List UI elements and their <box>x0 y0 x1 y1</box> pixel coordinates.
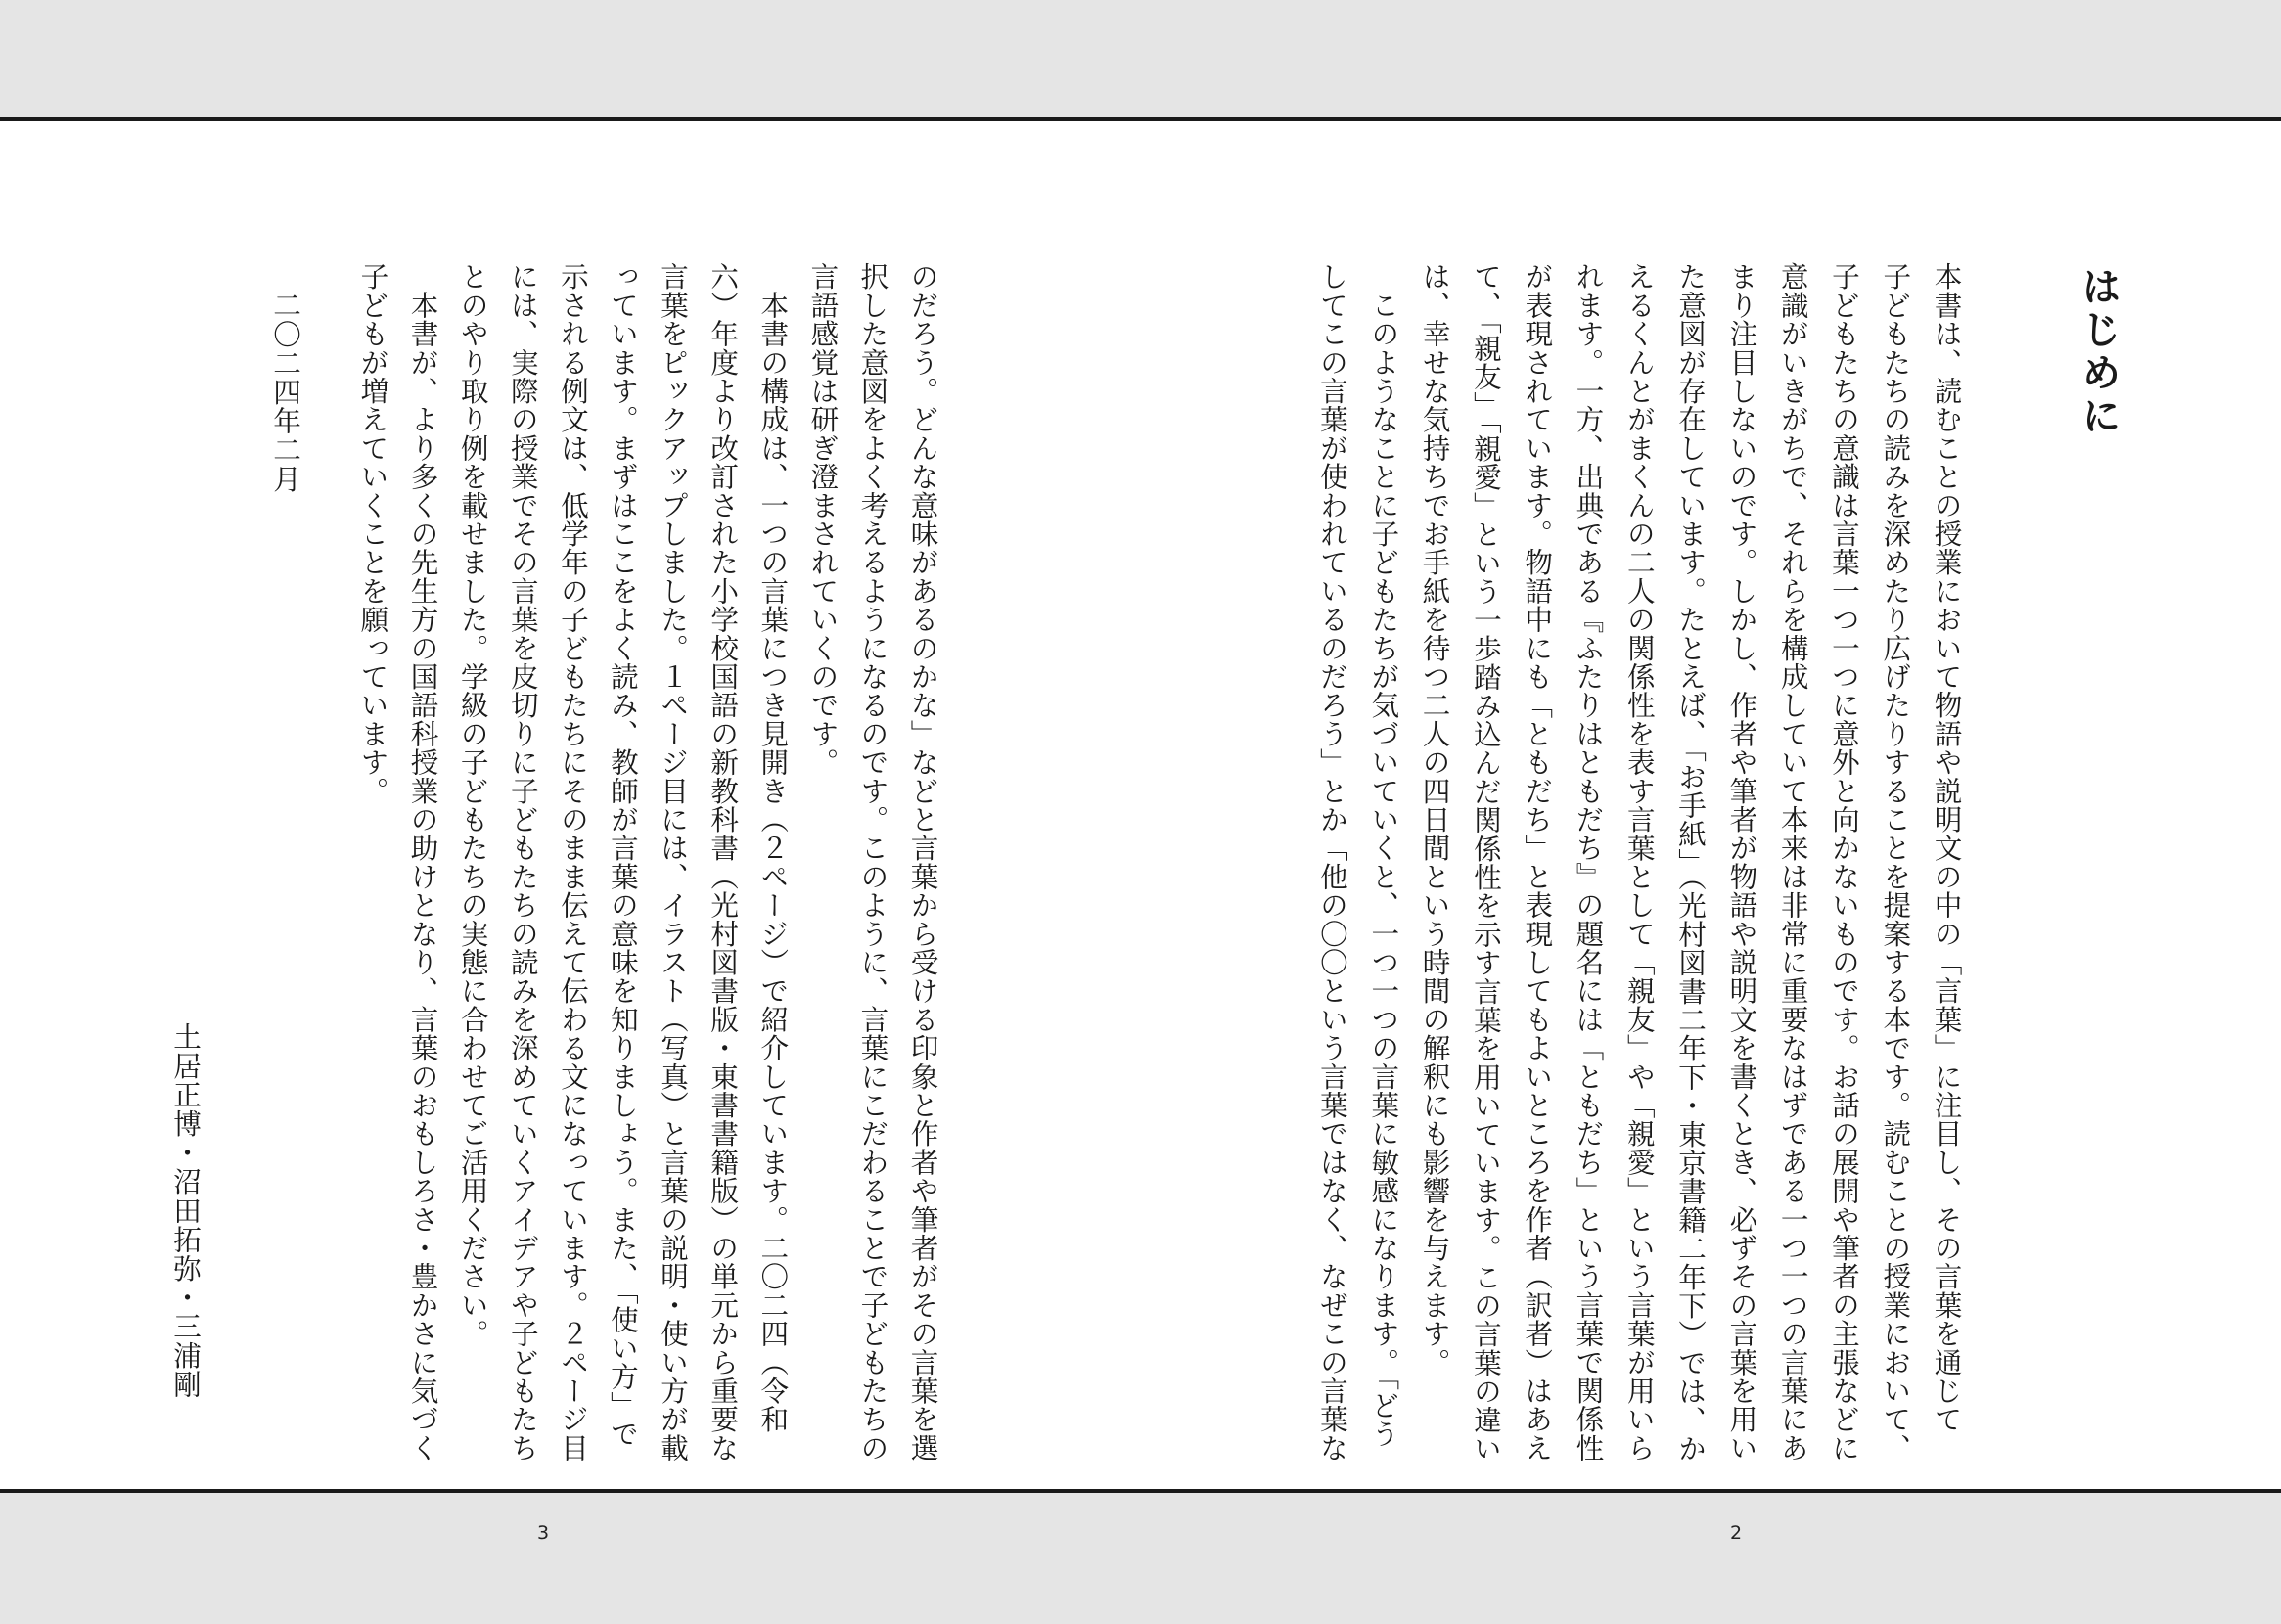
right-page-line: してこの言葉が使われているのだろう」とか「他の〇〇という言葉ではなく、なぜこの言葉な <box>1315 262 1349 1463</box>
left-page-line: 示される例文は、低学年の子どもたちにそのまま伝えて伝わる文になっています。２ページ目 <box>556 262 590 1463</box>
left-page-line: っています。まずはここをよく読み、教師が言葉の意味を知りましょう。また、「使い方」で <box>606 262 640 1449</box>
left-page-line: 六）年度より改訂された小学校国語の新教科書（光村図書版・東書書籍版）の単元から重要な <box>707 262 741 1463</box>
right-page-line: えるくんとがまくんの二人の関係性を表す言葉として「親友」や「親愛」という言葉が用いら <box>1622 262 1657 1463</box>
bottom-margin <box>0 1493 2281 1624</box>
page-number-right: 2 <box>1730 1522 1743 1544</box>
right-page-line: 本書は、読むことの授業において物語や説明文の中の「言葉」に注目し、その言葉を通じて <box>1930 262 1964 1434</box>
left-page-line: 本書の構成は、一つの言葉につき見開き（２ページ）で紹介しています。二〇二四（令和 <box>756 262 791 1434</box>
right-page-line: 子どもたちの意識は言葉一つ一つに意外と向かないものです。お話の展開や筆者の主張などに <box>1827 262 1861 1463</box>
left-page-line: とのやり取り例を載せました。学級の子どもたちの実態に合わせてご活用ください。 <box>456 262 490 1348</box>
author-names: 土居正博・沼田拓弥・三浦剛 <box>169 1022 203 1399</box>
left-page-line: 言語感覚は研ぎ澄まされていくのです。 <box>806 262 841 777</box>
date-line: 二〇二四年二月 <box>269 291 302 494</box>
right-page-line: このようなことに子どもたちが気づいていくと、一つ一つの言葉に敏感になります。「どう <box>1367 262 1401 1449</box>
right-page-line: 子どもたちの読みを深めたり広げたりすることを提案する本です。読むことの授業において、 <box>1879 262 1913 1463</box>
right-page-line: て、「親友」「親愛」という一歩踏み込んだ関係性を示す言葉を用いています。この言葉の違い <box>1469 262 1503 1463</box>
page-title: はじめに <box>2076 266 2121 438</box>
right-page-line: れます。一方、出典である『ふたりはともだち』の題名には「ともだち」という言葉で関係性 <box>1572 262 1606 1463</box>
left-page-line: 子どもが増えていくことを願っています。 <box>356 262 390 805</box>
left-page-line: 択した意図をよく考えるようになるのです。このように、言葉にこだわることで子どもたちの <box>856 262 890 1463</box>
right-page-line: が表現されています。物語中にも「ともだち」と表現してもよいところを作者（訳者）はあえ <box>1521 262 1555 1463</box>
right-page-line: 意識がいきがちで、それらを構成していて本来は非常に重要なはずである一つ一つの言葉にあ <box>1776 262 1810 1463</box>
right-page-line: は、幸せな気持ちでお手紙を待つ二人の四日間という時間の解釈にも影響を与えます。 <box>1418 262 1452 1376</box>
left-page-line: 本書が、より多くの先生方の国語科授業の助けとなり、言葉のおもしろさ・豊かさに気づく <box>406 262 440 1463</box>
left-page-line: のだろう。どんな意味があるのかな」などと言葉から受ける印象と作者や筆者がその言葉を選 <box>906 262 940 1463</box>
right-page-line: まり注目しないのです。しかし、作者や筆者が物語や説明文を書くとき、必ずその言葉を用い <box>1725 262 1759 1463</box>
left-page-line: には、実際の授業でその言葉を皮切りに子どもたちの読みを深めていくアイデアや子どもたち <box>506 262 540 1463</box>
right-page-line: た意図が存在しています。たとえば、「お手紙」（光村図書二年下・東京書籍二年下）では、か <box>1674 262 1709 1463</box>
top-margin <box>0 0 2281 117</box>
left-page-line: 言葉をピックアップしました。１ページ目には、イラスト（写真）と言葉の説明・使い方が載 <box>657 262 691 1463</box>
page-number-left: 3 <box>537 1522 550 1544</box>
